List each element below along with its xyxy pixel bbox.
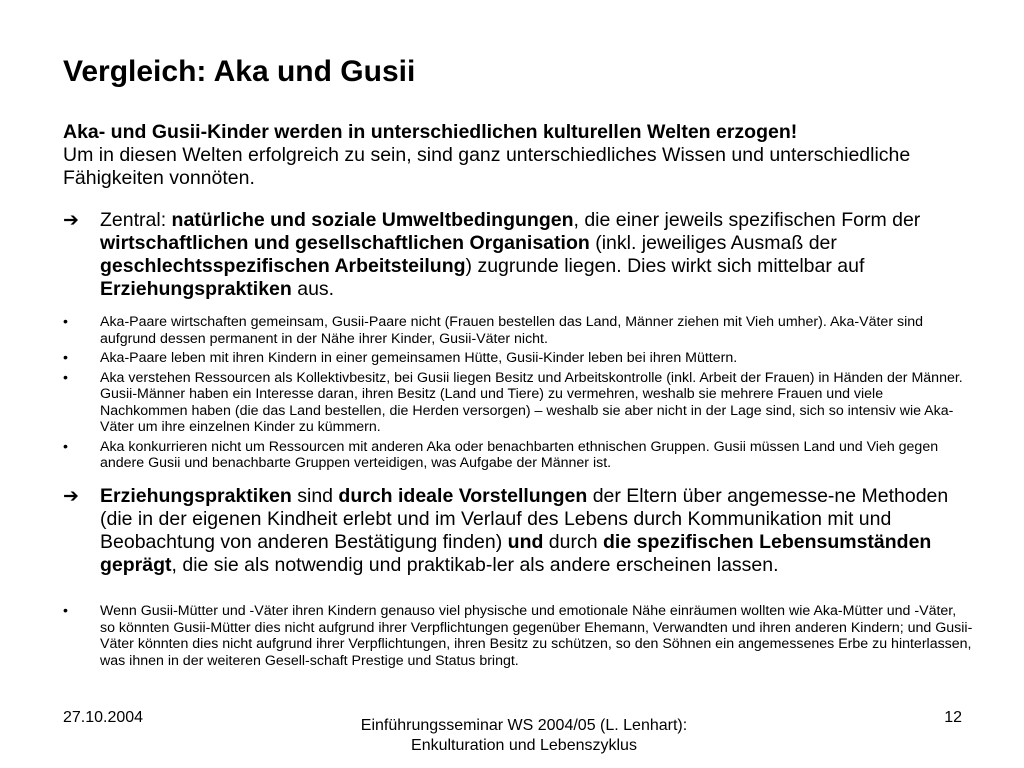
section1-part-bold: natürliche und soziale Umweltbedingungen <box>171 209 574 231</box>
section2-point <box>63 485 973 577</box>
intro-headline: Aka- und Gusii-Kinder werden in unterschiedlichen kulturellen Welten erzogen! <box>63 121 798 143</box>
section1-part: aus. <box>291 278 335 300</box>
slide-title: Vergleich: Aka und Gusii <box>63 55 416 88</box>
bullet-icon: • <box>63 603 68 619</box>
section2-part-bold: Erziehungspraktiken <box>100 485 292 507</box>
bullet-icon: • <box>63 438 68 455</box>
footer-course-line1: Einführungsseminar WS 2004/05 (L. Lenhart): <box>360 717 688 734</box>
section1-text <box>100 209 973 301</box>
list-item <box>63 314 973 347</box>
bullet-text: Aka-Paare leben mit ihren Kindern in einer gemeinsamen Hütte, Gusii-Kinder leben bei ihren Müttern. <box>100 350 738 366</box>
section1-point <box>63 209 973 301</box>
footer-course-info <box>300 716 748 756</box>
section2-bullets <box>63 603 973 672</box>
intro-body: Um in diesen Welten erfolgreich zu sein, sind ganz unterschiedliches Wissen und unterschiedliche Fähigkeiten vonnöten. <box>63 144 911 189</box>
list-item <box>63 350 973 367</box>
footer-date: 27.10.2004 <box>63 709 144 726</box>
footer-course-line2: Enkulturation und Lebenszyklus <box>411 737 637 754</box>
section1-part-bold: Erziehungspraktiken <box>100 278 292 300</box>
intro-block <box>63 121 963 190</box>
bullet-text: Aka verstehen Ressourcen als Kollektivbesitz, bei Gusii liegen Besitz und Arbeitskontrolle (inkl. Arbeit der Frauen) in Händen der Männer. Gusii-Männer haben ein Interesse daran, ihren Besitz (Land und Tiere) zu vermehren, weshalb sie mehrere Frauen und viele Nachkommen haben (die das Land bestellen, die Herden versorgen) – weshalb sie aber nicht in der Lage sind, sich so intensiv wie Aka-Väter um ihre einzelnen Kinder zu kümmern. <box>100 369 963 435</box>
page-number: 12 <box>944 709 962 726</box>
section1-part: (inkl. jeweiliges Ausmaß der <box>589 232 837 254</box>
section1-part-bold: geschlechtsspezifischen Arbeitsteilung <box>100 255 466 277</box>
section2-text <box>100 485 973 577</box>
section1-part: ) zugrunde liegen. Dies wirkt sich mittelbar auf <box>465 255 865 277</box>
section2-part-bold: durch ideale Vorstellungen <box>338 485 588 507</box>
bullet-text: Aka konkurrieren nicht um Ressourcen mit anderen Aka oder benachbarten ethnischen Gruppen. Gusii müssen Land und Vieh gegen andere Gusii und benachbarte Gruppen verteidigen, was Aufgabe der Männer ist. <box>100 438 939 471</box>
list-item <box>63 370 973 436</box>
bullet-icon: • <box>63 314 68 330</box>
section2-part: sind <box>291 485 339 507</box>
list-item <box>63 603 973 669</box>
section2-part: , die sie als notwendig und praktikab-ler als andere erscheinen lassen. <box>171 554 779 576</box>
section2-part: durch <box>543 531 604 553</box>
right-arrow-icon: ➔ <box>63 209 79 231</box>
section1-part: , die einer jeweils spezifischen Form der <box>573 209 921 231</box>
bullet-icon: • <box>63 350 68 366</box>
section2-part: der Eltern über angemesse-ne Methoden (die in der eigenen Kindheit erlebt und im Verlauf des Lebens durch Kommunikation mit und Beobachtung von anderen Bestätigung finden) <box>100 485 949 553</box>
list-item <box>63 439 973 472</box>
section1-part-bold: wirtschaftlichen und gesellschaftlichen Organisation <box>100 232 590 254</box>
section1-bullets <box>63 314 973 475</box>
section2-part-bold: und <box>507 531 544 553</box>
section2-part-bold: die spezifischen Lebensumständen geprägt <box>100 531 932 576</box>
section1-part: Zentral: <box>100 209 172 231</box>
bullet-text: Wenn Gusii-Mütter und -Väter ihren Kindern genauso viel physische und emotionale Nähe einräumen wollten wie Aka-Mütter und -Väter, so könnten Gusii-Mütter dies nicht aufgrund ihrer Verpflichtungen gegenüber Ehemann, Verwandten und ihren anderen Kindern; und Gusii-Väter könnten dies nicht aufgrund ihrer Verpflichtungen, ihren Besitz zu schützen, so den Söhnen ein angemessenes Erbe zu hinterlassen, was ihnen in der weiteren Gesell-schaft Prestige und Status bringt. <box>100 603 973 669</box>
bullet-text: Aka-Paare wirtschaften gemeinsam, Gusii-Paare nicht (Frauen bestellen das Land, Männer ziehen mit Vieh umher). Aka-Väter sind aufgrund dessen permanent in der Nähe ihrer Kinder, Gusii-Väter nicht. <box>100 314 924 347</box>
right-arrow-icon: ➔ <box>63 485 79 507</box>
bullet-icon: • <box>63 369 68 386</box>
